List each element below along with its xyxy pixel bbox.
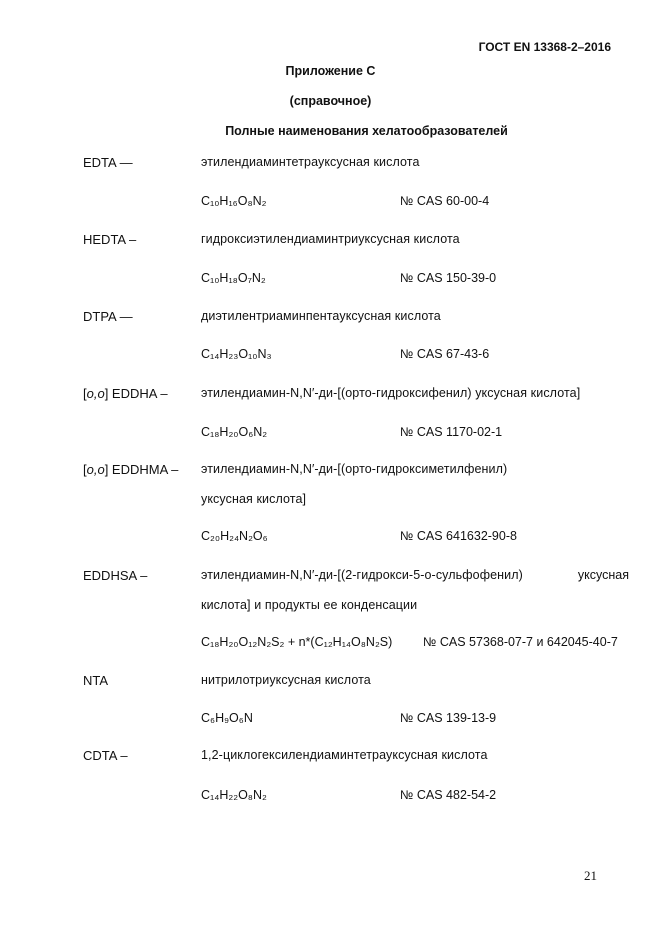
entry-formula-hedta: C₁₀H₁₈O₇N₂: [201, 271, 266, 285]
entry-formula-eddha: C₁₈H₂₀O₆N₂: [201, 425, 268, 439]
entry-name-nta: нитрилотриуксусная кислота: [201, 673, 371, 687]
appendix-title: Приложение С: [285, 64, 376, 78]
page-number: 21: [584, 868, 597, 883]
entry-cas-nta: № CAS 139-13-9: [400, 711, 497, 725]
entry-cas-hedta: № CAS 150-39-0: [400, 271, 497, 285]
entry-name-eddhsa-line1: этилендиамин-N,N′-ди-[(2-гидрокси-5-о-сульфофенил): [201, 568, 523, 582]
entry-formula-eddhma: C₂₀H₂₄N₂O₆: [201, 529, 268, 543]
entry-abbr-cdta: CDTA –: [83, 748, 128, 763]
entry-name-eddhsa-line2: кислота] и продукты ее конденсации: [201, 598, 418, 612]
entry-cas-eddhsa: № CAS 57368-07-7 и 642045-40-7: [423, 635, 618, 649]
entry-name-cdta: 1,2-циклогексилендиаминтетрауксусная кислота: [201, 748, 488, 762]
standard-designation: ГОСТ EN 13368-2–2016: [478, 40, 611, 54]
entry-cas-edta: № CAS 60-00-4: [400, 194, 490, 208]
entry-formula-dtpa: C₁₄H₂₃O₁₀N₃: [201, 347, 272, 361]
entry-formula-cdta: C₁₄H₂₂O₈N₂: [201, 788, 267, 802]
entry-cas-eddhma: № CAS 641632-90-8: [400, 529, 517, 543]
entry-formula-eddhsa: C₁₈H₂₀O₁₂N₂S₂ + n*(C₁₂H₁₄O₈N₂S): [201, 635, 393, 649]
entry-name-eddhsa-line1-end: уксусная: [577, 568, 629, 582]
entry-abbr-dtpa: DTPA —: [83, 309, 133, 324]
entry-name-edta: этилендиаминтетрауксусная кислота: [201, 155, 420, 169]
entry-cas-cdta: № CAS 482-54-2: [400, 788, 497, 802]
entry-abbr-edta: EDTA —: [83, 155, 133, 170]
entry-name-eddhma-line2: уксусная кислота]: [201, 492, 307, 506]
entry-name-hedta: гидроксиэтилендиаминтриуксусная кислота: [201, 232, 460, 246]
appendix-subtitle: (справочное): [289, 94, 372, 108]
entry-formula-nta: C₆H₉O₆N: [201, 711, 253, 725]
entry-cas-eddha: № CAS 1170-02-1: [400, 425, 503, 439]
entry-name-eddhma-line1: этилендиамин-N,N′-ди-[(орто-гидроксиметилфенил): [201, 462, 508, 476]
entry-abbr-eddhma: [o,o] EDDHMA –: [83, 462, 179, 477]
entry-cas-dtpa: № CAS 67-43-6: [400, 347, 490, 361]
entry-name-eddha: этилендиамин-N,N′-ди-[(орто-гидроксифенил) уксусная кислота]: [201, 386, 581, 400]
entry-abbr-eddhsa: EDDHSA –: [83, 568, 148, 583]
entry-name-dtpa: диэтилентриаминпентауксусная кислота: [201, 309, 441, 323]
entry-formula-edta: C₁₀H₁₆O₈N₂: [201, 194, 267, 208]
entry-abbr-nta: NTA: [83, 673, 109, 688]
entry-abbr-hedta: HEDTA –: [83, 232, 137, 247]
entry-abbr-eddha: [o,o] EDDHA –: [83, 386, 168, 401]
appendix-heading: Полные наименования хелатообразователей: [225, 124, 508, 138]
